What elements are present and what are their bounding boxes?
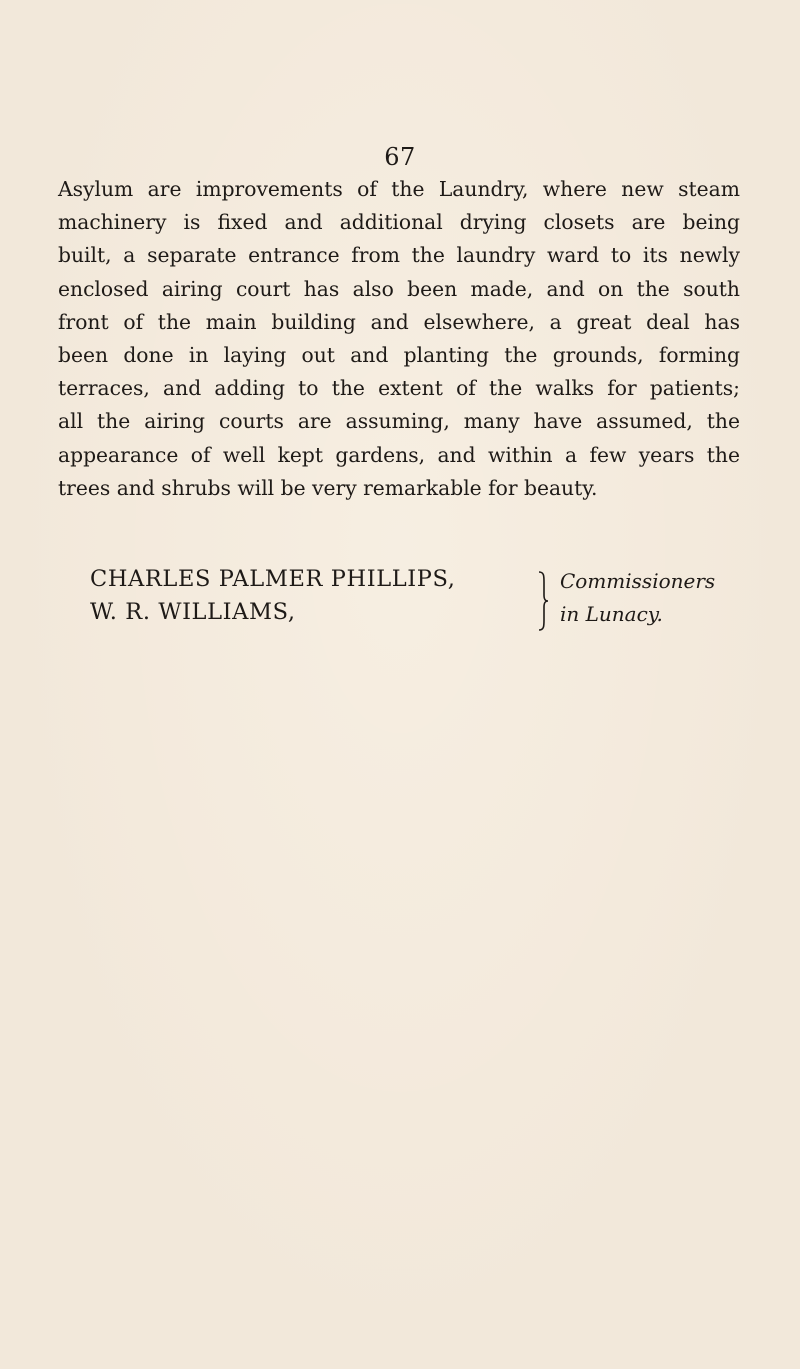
body-paragraph xyxy=(58,173,740,505)
signatory-role: Commissioners xyxy=(560,569,716,593)
signatory-name: CHARLES PALMER PHILLIPS, xyxy=(90,566,456,592)
signature-block xyxy=(90,566,750,636)
paragraph-line: enclosed airing court has also been made, and on the south xyxy=(58,276,740,301)
page-number: 67 xyxy=(384,143,416,171)
signatory-name: W. R. WILLIAMS, xyxy=(90,599,296,625)
paragraph-line: all the airing courts are assuming, many have assumed, the xyxy=(58,409,740,434)
paragraph-line: built, a separate entrance from the laundry ward to its newly xyxy=(58,243,740,268)
paragraph-line: trees and shrubs will be very remarkable for beauty. xyxy=(58,475,598,500)
paragraph-line: machinery is fixed and additional drying closets are being xyxy=(58,210,740,235)
brace-icon xyxy=(536,570,550,632)
signatory-role: in Lunacy. xyxy=(560,602,663,626)
paragraph-line: terraces, and adding to the extent of the walks for patients; xyxy=(58,376,740,401)
paragraph-line: front of the main building and elsewhere, a great deal has xyxy=(58,309,740,334)
paragraph-line: Asylum are improvements of the Laundry, where new steam xyxy=(58,177,740,201)
paragraph-line: been done in laying out and planting the grounds, forming xyxy=(58,343,740,368)
paragraph-line: appearance of well kept gardens, and within a few years the xyxy=(58,442,740,467)
